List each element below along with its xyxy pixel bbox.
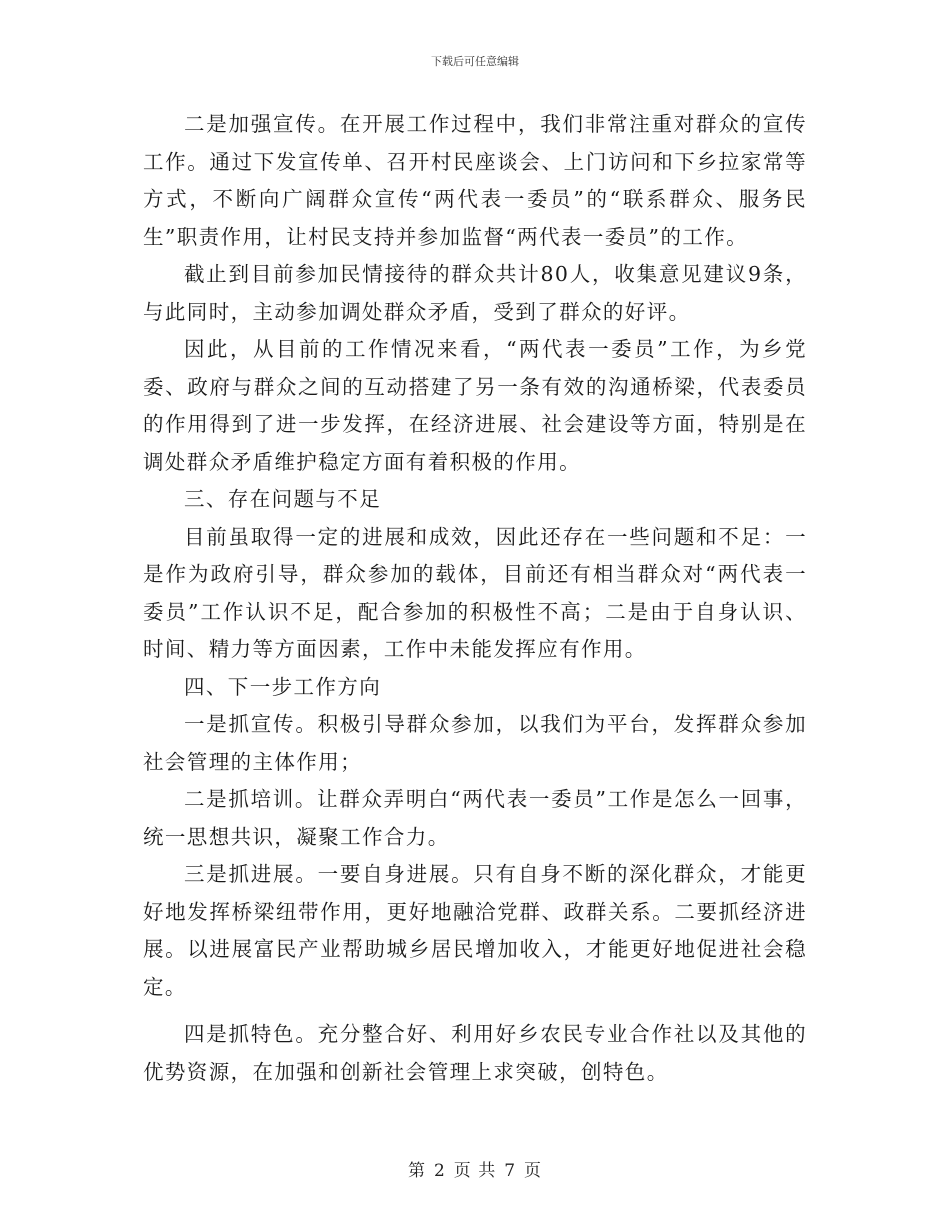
section-heading-next-steps: 四、下一步工作方向 [184,674,382,699]
footer-mid: 页 共 [453,1161,497,1181]
paragraph-step-development: 三是抓进展。一要自身进展。只有自身不断的深化群众，才能更好地发挥桥梁纽带作用，更好地融洽党群、政群关系。二要抓经济进展。以进展富民产业帮助城乡居民增加收入，才能更好地促进社会稳定。 [143,862,807,999]
footer-prefix: 第 [407,1161,426,1181]
paragraph-step-training: 二是抓培训。让群众弄明白“两代表一委员”工作是怎么一回事，统一思想共识，凝聚工作合力。 [143,787,807,849]
paragraph-problems: 目前虽取得一定的进展和成效，因此还存在一些问题和不足：一是作为政府引导，群众参加的载体，目前还有相当群众对“两代表一委员”工作认识不足，配合参加的积极性不高；二是由于自身认识、时间、精力等方面因素，工作中未能发挥应有作用。 [143,524,807,661]
footer-suffix: 页 [524,1161,543,1181]
paragraph-conclusion: 因此，从目前的工作情况来看，“两代表一委员”工作，为乡党委、政府与群众之间的互动搭建了另一条有效的沟通桥梁，代表委员的作用得到了进一步发挥，在经济进展、社会建设等方面，特别是在调处群众矛盾维护稳定方面有着积极的作用。 [143,337,807,474]
document-body [143,106,807,1091]
section-heading-problems: 三、存在问题与不足 [184,487,382,511]
paragraph-statistics: 截止到目前参加民情接待的群众共计80人，收集意见建议9条，与此同时，主动参加调处群众矛盾，受到了群众的好评。 [143,262,807,324]
paragraph-step-publicity: 一是抓宣传。积极引导群众参加，以我们为平台，发挥群众参加社会管理的主体作用； [143,712,807,774]
footer-page-number: 2 [433,1161,446,1181]
footer-total-pages: 7 [504,1161,517,1181]
page-header-note: 下载后可任意编辑 [431,55,519,68]
paragraph-publicity: 二是加强宣传。在开展工作过程中，我们非常注重对群众的宣传工作。通过下发宣传单、召开村民座谈会、上门访问和下乡拉家常等方式，不断向广阔群众宣传“两代表一委员”的“联系群众、服务民生”职责作用，让村民支持并参加监督“两代表一委员”的工作。 [143,112,807,249]
page-number-footer [0,1156,950,1181]
paragraph-step-features: 四是抓特色。充分整合好、利用好乡农民专业合作社以及其他的优势资源，在加强和创新社会管理上求突破，创特色。 [143,1022,807,1084]
